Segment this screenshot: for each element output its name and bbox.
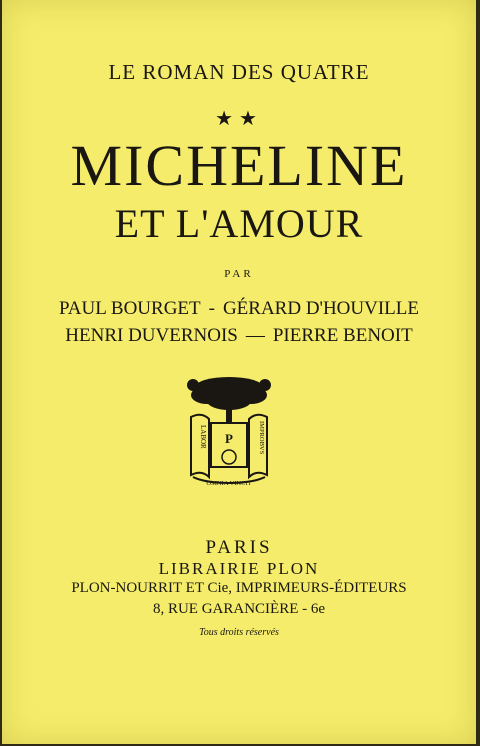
tree-trunk-icon [226,403,232,425]
book-title-line-1: MICHELINE [70,133,408,198]
emblem-motto-left: LABOR [199,425,207,449]
emblem-monogram: P [225,431,233,446]
authors-line-2 [2,325,476,347]
series-title: LE ROMAN DES QUATRE [108,60,370,84]
emblem-motto-bottom: OMNIA VINCIT [206,480,252,487]
city: PARIS [205,537,273,558]
printers-line: PLON-NOURRIT ET Cie, IMPRIMEURS-ÉDITEURS [71,580,407,596]
emblem-motto-right: IMPROBVS [258,421,265,455]
by-label: PAR [224,268,254,280]
author-name: GÉRARD D'HOUVILLE [222,298,419,319]
author-name: HENRI DUVERNOIS [65,325,238,346]
author-separator: - [208,298,215,319]
volume-marker: ★★ [215,108,263,130]
publisher-emblem [179,373,279,491]
author-separator: — [245,325,265,346]
book-cover [2,0,476,744]
author-name: PIERRE BENOIT [272,325,413,346]
publisher-address: 8, RUE GARANCIÈRE - 6e [152,601,326,617]
authors-line-1 [2,298,476,320]
rights-notice: Tous droits réservés [199,627,279,638]
publisher-name: LIBRAIRIE PLON [158,559,320,578]
author-name: PAUL BOURGET [58,298,201,319]
book-title-line-2: ET L'AMOUR [114,201,364,246]
